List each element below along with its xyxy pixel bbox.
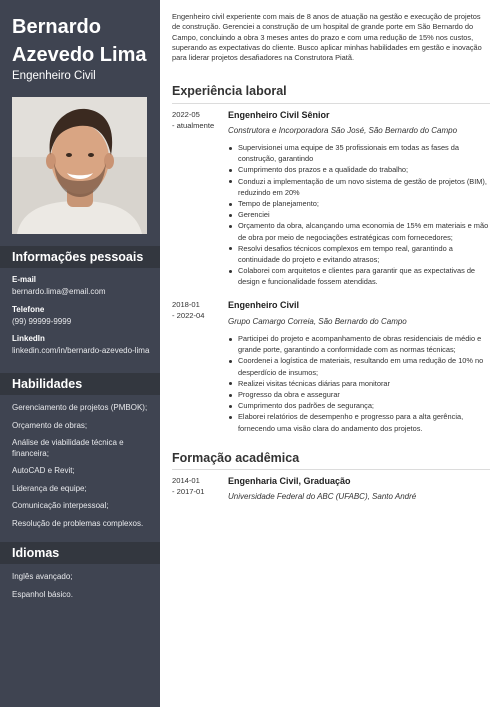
list-item: Coordenei a logística de materiais, resultando em uma redução de 10% no desperdício de insumos; — [228, 355, 490, 377]
job-company: Grupo Camargo Correia, São Bernardo do Campo — [228, 317, 407, 326]
job-date-start: 2022-05 — [172, 110, 200, 119]
list-item: Liderança de equipe; — [12, 483, 87, 493]
list-item: Tempo de planejamento; — [228, 198, 490, 209]
education-date-start: 2014-01 — [172, 476, 200, 485]
list-item: Progresso da obra e assegurar — [228, 389, 490, 400]
candidate-role: Engenheiro Civil — [12, 70, 96, 82]
list-item: AutoCAD e Revit; — [12, 466, 75, 475]
list-item: Orçamento da obra, alcançando uma economia de 15% em materiais e mão de obra por meio de negociações estratégicas com fornecedores; — [228, 220, 490, 242]
linkedin-label: LinkedIn — [12, 334, 45, 343]
email-label: E-mail — [12, 275, 37, 284]
job-title: Engenheiro Civil Sênior — [228, 110, 330, 120]
job-dates — [172, 300, 222, 321]
job-date-start: 2018-01 — [172, 300, 200, 309]
list-item: Cumprimento dos prazos e a qualidade do trabalho; — [228, 164, 490, 175]
languages-list — [12, 572, 154, 600]
education-title: Engenharia Civil, Graduação — [228, 476, 351, 486]
candidate-name: Bernardo Azevedo Lima — [12, 16, 147, 66]
section-divider — [172, 103, 490, 104]
phone-label: Telefone — [12, 305, 45, 314]
job-dates — [172, 110, 222, 131]
skills-heading: Habilidades — [0, 373, 160, 395]
experience-heading: Experiência laboral — [172, 84, 287, 98]
job-company: Construtora e Incorporadora São José, São Bernardo do Campo — [228, 126, 458, 135]
list-item: Elaborei relatórios de desempenho e progresso para a alta gerência, fornecendo uma visão clara do andamento dos projetos. — [228, 411, 490, 433]
job-date-end: - 2022-04 — [172, 310, 205, 320]
sidebar — [0, 0, 160, 707]
list-item: Comunicação interpessoal; — [12, 501, 109, 510]
list-item: Gerenciamento de projetos (PMBOK); — [12, 403, 148, 412]
linkedin-value: linkedin.com/in/bernardo-azevedo-lima — [12, 346, 150, 355]
list-item: Inglês avançado; — [12, 572, 73, 581]
list-item: Análise de viabilidade técnica e financeira; — [12, 438, 124, 458]
section-divider — [172, 469, 490, 470]
email-value: bernardo.lima@email.com — [12, 287, 106, 296]
job-date-end: - atualmente — [172, 120, 215, 130]
list-item: Supervisionei uma equipe de 35 profissionais em todas as fases da construção, garantindo — [228, 142, 490, 164]
professional-summary: Engenheiro civil experiente com mais de 8 anos de atuação na gestão e execução de projetos de construção. Gerenciei a construção de um hospital de grande porte em São Bernardo do Campo, concluindo a obra 3 meses antes do prazo e com uma redução de 15% nos custos, superando as expectativas do cliente. Busco aplicar minhas habilidades em gestão e inovação para liderar projetos desafiadores na Construtora Piatã. — [172, 12, 482, 63]
profile-photo — [12, 97, 147, 234]
education-dates — [172, 476, 222, 497]
education-heading: Formação acadêmica — [172, 451, 300, 465]
personal-info-heading: Informações pessoais — [0, 246, 160, 268]
list-item: Colaborei com arquitetos e clientes para garantir que as expectativas de design e funcionalidade fossem atendidas. — [228, 265, 490, 287]
list-item: Participei do projeto e acompanhamento de obras residenciais de médio e grande porte, garantindo a conformidade com as normas técnicas; — [228, 333, 490, 355]
languages-heading: Idiomas — [0, 542, 160, 564]
phone-value: (99) 99999-9999 — [12, 317, 72, 326]
job-bullets — [228, 333, 490, 434]
list-item: Conduzi a implementação de um novo sistema de gestão de projetos (BIM), reduzindo em 20% — [228, 176, 490, 198]
list-item: Espanhol básico. — [12, 589, 73, 599]
list-item: Gerenciei — [228, 209, 490, 220]
list-item: Orçamento de obras; — [12, 420, 88, 430]
list-item: Cumprimento dos padrões de segurança; — [228, 400, 490, 411]
list-item: Resolvi desafios técnicos complexos em tempo real, garantindo a continuidade do projeto e evitando atrasos; — [228, 243, 490, 265]
skills-list — [12, 403, 154, 529]
education-date-end: - 2017-01 — [172, 486, 205, 496]
job-bullets — [228, 142, 490, 288]
main-content — [160, 0, 500, 707]
list-item: Realizei visitas técnicas diárias para monitorar — [228, 378, 490, 389]
education-school: Universidade Federal do ABC (UFABC), Santo André — [228, 492, 417, 501]
job-title: Engenheiro Civil — [228, 300, 300, 310]
list-item: Resolução de problemas complexos. — [12, 518, 144, 528]
